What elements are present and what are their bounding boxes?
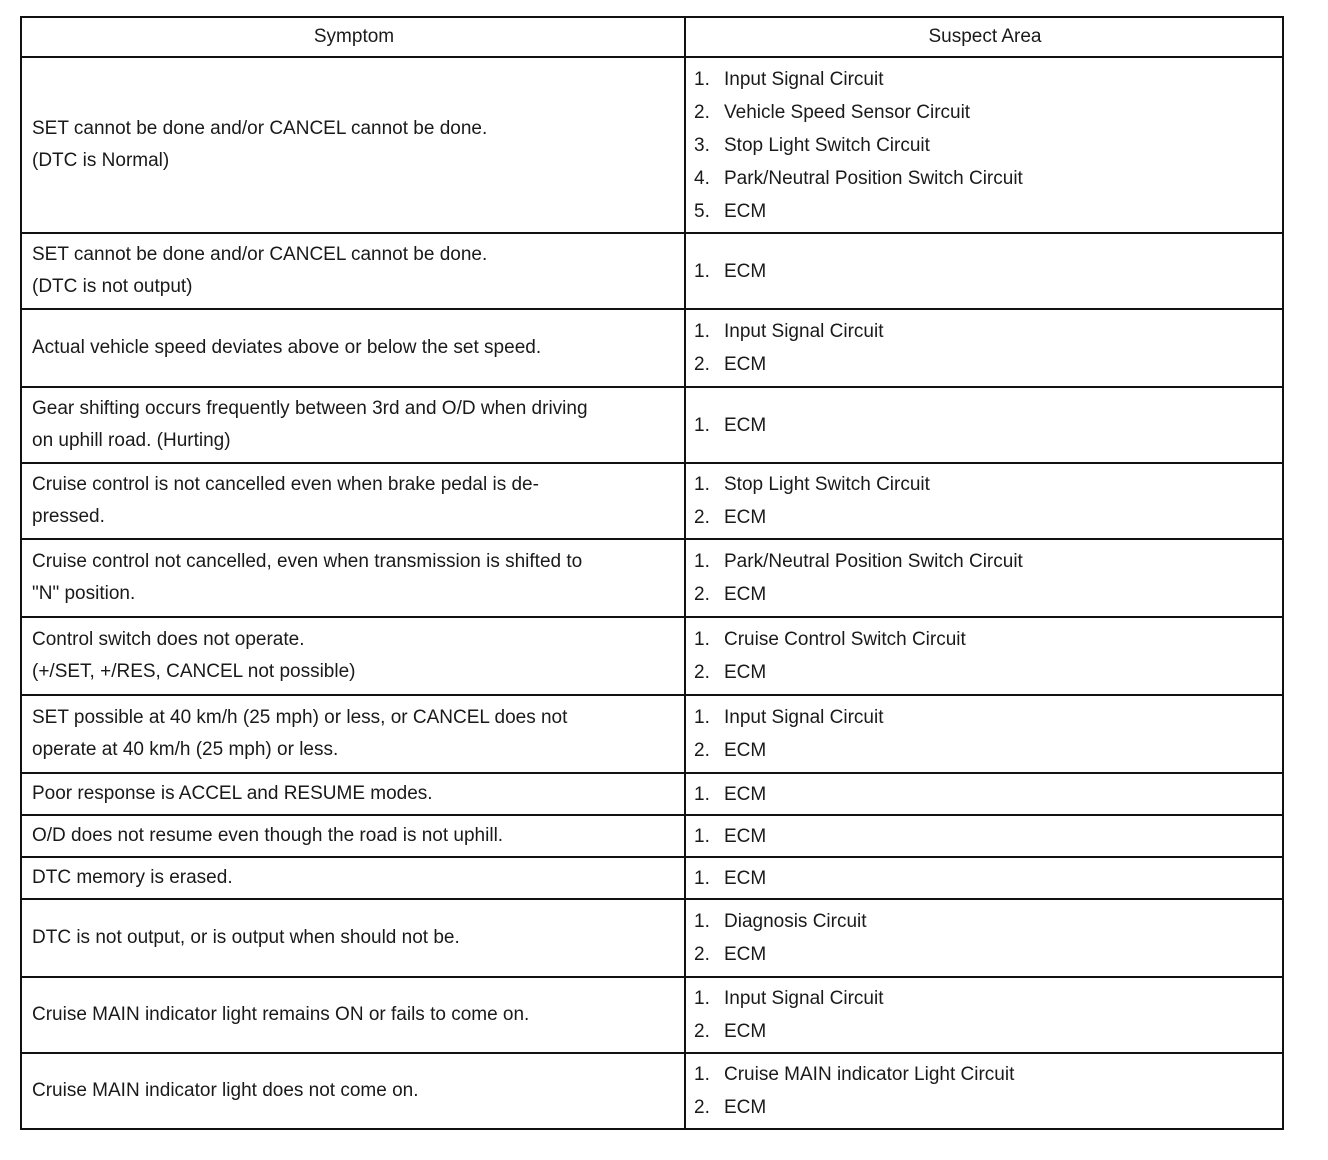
suspect-area-list: [694, 545, 1274, 611]
suspect-area-item: [694, 701, 1274, 734]
item-text: ECM: [724, 507, 767, 528]
symptom-text: DTC is not output, or is output when should not be.: [32, 927, 460, 948]
item-number: 2.: [694, 662, 710, 683]
symptom-text: "N" position.: [32, 583, 136, 604]
suspect-area-item: [694, 734, 1274, 767]
suspect-area-list: [694, 315, 1274, 381]
table-row: [21, 57, 1283, 233]
suspect-area-list: [694, 409, 1274, 442]
symptom-text: DTC memory is erased.: [32, 867, 233, 888]
symptom-cell: [21, 463, 685, 539]
item-number: 1.: [694, 260, 710, 282]
item-number: 2.: [694, 1097, 710, 1118]
item-text: ECM: [724, 584, 767, 605]
table-row: [21, 387, 1283, 463]
item-text: Diagnosis Circuit: [724, 911, 867, 932]
item-number: 2.: [694, 354, 710, 375]
table-body: [21, 57, 1283, 1129]
suspect-area-list: [694, 862, 1274, 895]
item-text: Stop Light Switch Circuit: [724, 134, 930, 156]
item-text: ECM: [724, 414, 767, 436]
suspect-area-item: [694, 129, 1274, 162]
item-text: Input Signal Circuit: [724, 321, 884, 342]
item-number: 2.: [694, 507, 710, 528]
item-number: 5.: [694, 200, 710, 222]
suspect-area-cell: [685, 857, 1283, 899]
item-text: Cruise Control Switch Circuit: [724, 629, 966, 650]
symptom-cell: [21, 539, 685, 617]
symptom-cell: [21, 899, 685, 977]
suspect-area-list: [694, 778, 1274, 811]
table-row: [21, 1053, 1283, 1129]
symptom-cell: [21, 387, 685, 463]
item-text: Cruise MAIN indicator Light Circuit: [724, 1064, 1015, 1085]
item-number: 2.: [694, 740, 710, 761]
symptom-text: Actual vehicle speed deviates above or below the set speed.: [32, 337, 542, 358]
suspect-area-cell: [685, 815, 1283, 857]
suspect-area-item: [694, 409, 1274, 442]
item-text: Input Signal Circuit: [724, 68, 884, 90]
item-number: 1.: [694, 825, 710, 847]
table-row: [21, 773, 1283, 815]
table-row: [21, 233, 1283, 309]
symptom-cell: [21, 977, 685, 1053]
suspect-area-cell: [685, 1053, 1283, 1129]
suspect-area-item: [694, 63, 1274, 96]
troubleshooting-table: [20, 16, 1284, 1130]
item-text: Park/Neutral Position Switch Circuit: [724, 551, 1023, 572]
item-number: 2.: [694, 101, 710, 123]
symptom-text: O/D does not resume even though the road is not uphill.: [32, 825, 504, 846]
item-text: Input Signal Circuit: [724, 707, 884, 728]
suspect-area-item: [694, 195, 1274, 228]
suspect-area-item: [694, 468, 1274, 501]
suspect-area-item: [694, 578, 1274, 611]
suspect-area-item: [694, 1091, 1274, 1124]
symptom-cell: [21, 309, 685, 387]
symptom-column-header: Symptom: [21, 17, 685, 57]
item-number: 1.: [694, 783, 710, 805]
suspect-area-cell: [685, 539, 1283, 617]
suspect-area-item: [694, 938, 1274, 971]
suspect-area-list: [694, 623, 1274, 689]
symptom-text: Cruise control is not cancelled even when brake pedal is de-: [32, 474, 539, 495]
suspect-area-list: [694, 982, 1274, 1048]
suspect-area-cell: [685, 695, 1283, 773]
suspect-area-list: [694, 905, 1274, 971]
item-text: ECM: [724, 825, 767, 847]
suspect-area-cell: [685, 57, 1283, 233]
suspect-area-item: [694, 862, 1274, 895]
item-number: 2.: [694, 1021, 710, 1042]
item-text: Stop Light Switch Circuit: [724, 474, 930, 495]
item-number: 1.: [694, 551, 710, 572]
item-text: ECM: [724, 783, 767, 805]
item-number: 2.: [694, 944, 710, 965]
suspect-area-item: [694, 315, 1274, 348]
item-number: 1.: [694, 867, 710, 889]
suspect-area-item: [694, 905, 1274, 938]
suspect-area-list: [694, 820, 1274, 853]
table-row: [21, 695, 1283, 773]
symptom-text: pressed.: [32, 506, 105, 527]
item-text: ECM: [724, 1097, 767, 1118]
suspect-area-cell: [685, 977, 1283, 1053]
item-text: ECM: [724, 1021, 767, 1042]
item-text: ECM: [724, 740, 767, 761]
suspect-area-cell: [685, 899, 1283, 977]
item-number: 1.: [694, 988, 710, 1009]
table-header-row: [21, 17, 1283, 57]
item-number: 4.: [694, 167, 710, 189]
table-row: [21, 977, 1283, 1053]
suspect-area-item: [694, 255, 1274, 288]
suspect-area-cell: [685, 617, 1283, 695]
item-number: 1.: [694, 629, 710, 650]
table-row: [21, 539, 1283, 617]
symptom-cell: [21, 233, 685, 309]
item-number: 1.: [694, 474, 710, 495]
table-row: [21, 309, 1283, 387]
symptom-cell: [21, 57, 685, 233]
table-row: [21, 617, 1283, 695]
suspect-area-cell: [685, 387, 1283, 463]
symptom-text: (+/SET, +/RES, CANCEL not possible): [32, 661, 356, 682]
table-row: [21, 463, 1283, 539]
table-row: [21, 899, 1283, 977]
suspect-area-item: [694, 348, 1274, 381]
suspect-area-list: [694, 63, 1274, 228]
suspect-area-list: [694, 255, 1274, 288]
symptom-cell: [21, 815, 685, 857]
item-number: 1.: [694, 1064, 710, 1085]
symptom-text: on uphill road. (Hurting): [32, 430, 231, 451]
suspect-area-list: [694, 468, 1274, 534]
suspect-area-cell: [685, 463, 1283, 539]
symptom-text: Cruise MAIN indicator light remains ON or fails to come on.: [32, 1004, 530, 1025]
suspect-area-list: [694, 701, 1274, 767]
symptom-text: Poor response is ACCEL and RESUME modes.: [32, 783, 433, 804]
item-text: ECM: [724, 867, 767, 889]
item-text: ECM: [724, 354, 767, 375]
symptom-text: SET possible at 40 km/h (25 mph) or less, or CANCEL does not: [32, 707, 568, 728]
suspect-area-item: [694, 1015, 1274, 1048]
item-text: ECM: [724, 662, 767, 683]
symptom-cell: [21, 695, 685, 773]
suspect-area-item: [694, 820, 1274, 853]
symptom-text: Control switch does not operate.: [32, 629, 305, 650]
suspect-area-item: [694, 982, 1274, 1015]
item-number: 3.: [694, 134, 710, 156]
suspect-area-cell: [685, 309, 1283, 387]
symptom-cell: [21, 773, 685, 815]
suspect-area-item: [694, 96, 1274, 129]
suspect-area-column-header: Suspect Area: [685, 17, 1283, 57]
item-number: 1.: [694, 68, 710, 90]
table-row: [21, 815, 1283, 857]
item-number: 1.: [694, 911, 710, 932]
suspect-area-item: [694, 501, 1274, 534]
suspect-area-item: [694, 162, 1274, 195]
symptom-cell: [21, 617, 685, 695]
item-text: ECM: [724, 944, 767, 965]
suspect-area-item: [694, 656, 1274, 689]
symptom-text: operate at 40 km/h (25 mph) or less.: [32, 739, 339, 760]
table-row: [21, 857, 1283, 899]
item-number: 2.: [694, 584, 710, 605]
symptom-cell: [21, 1053, 685, 1129]
suspect-area-item: [694, 1058, 1274, 1091]
item-number: 1.: [694, 707, 710, 728]
symptom-text: Cruise control not cancelled, even when transmission is shifted to: [32, 551, 583, 572]
symptom-text: (DTC is not output): [32, 276, 193, 297]
suspect-area-item: [694, 778, 1274, 811]
item-text: ECM: [724, 260, 767, 282]
suspect-area-cell: [685, 773, 1283, 815]
item-text: Park/Neutral Position Switch Circuit: [724, 167, 1023, 189]
symptom-text: Cruise MAIN indicator light does not come on.: [32, 1080, 419, 1101]
symptom-text: (DTC is Normal): [32, 150, 170, 171]
suspect-area-item: [694, 545, 1274, 578]
item-text: Input Signal Circuit: [724, 988, 884, 1009]
item-text: Vehicle Speed Sensor Circuit: [724, 101, 971, 123]
symptom-cell: [21, 857, 685, 899]
symptom-text: SET cannot be done and/or CANCEL cannot be done.: [32, 118, 488, 139]
suspect-area-item: [694, 623, 1274, 656]
item-number: 1.: [694, 321, 710, 342]
suspect-area-list: [694, 1058, 1274, 1124]
symptom-text: Gear shifting occurs frequently between 3rd and O/D when driving: [32, 398, 588, 419]
suspect-area-cell: [685, 233, 1283, 309]
item-number: 1.: [694, 414, 710, 436]
symptom-text: SET cannot be done and/or CANCEL cannot be done.: [32, 244, 488, 265]
item-text: ECM: [724, 200, 767, 222]
